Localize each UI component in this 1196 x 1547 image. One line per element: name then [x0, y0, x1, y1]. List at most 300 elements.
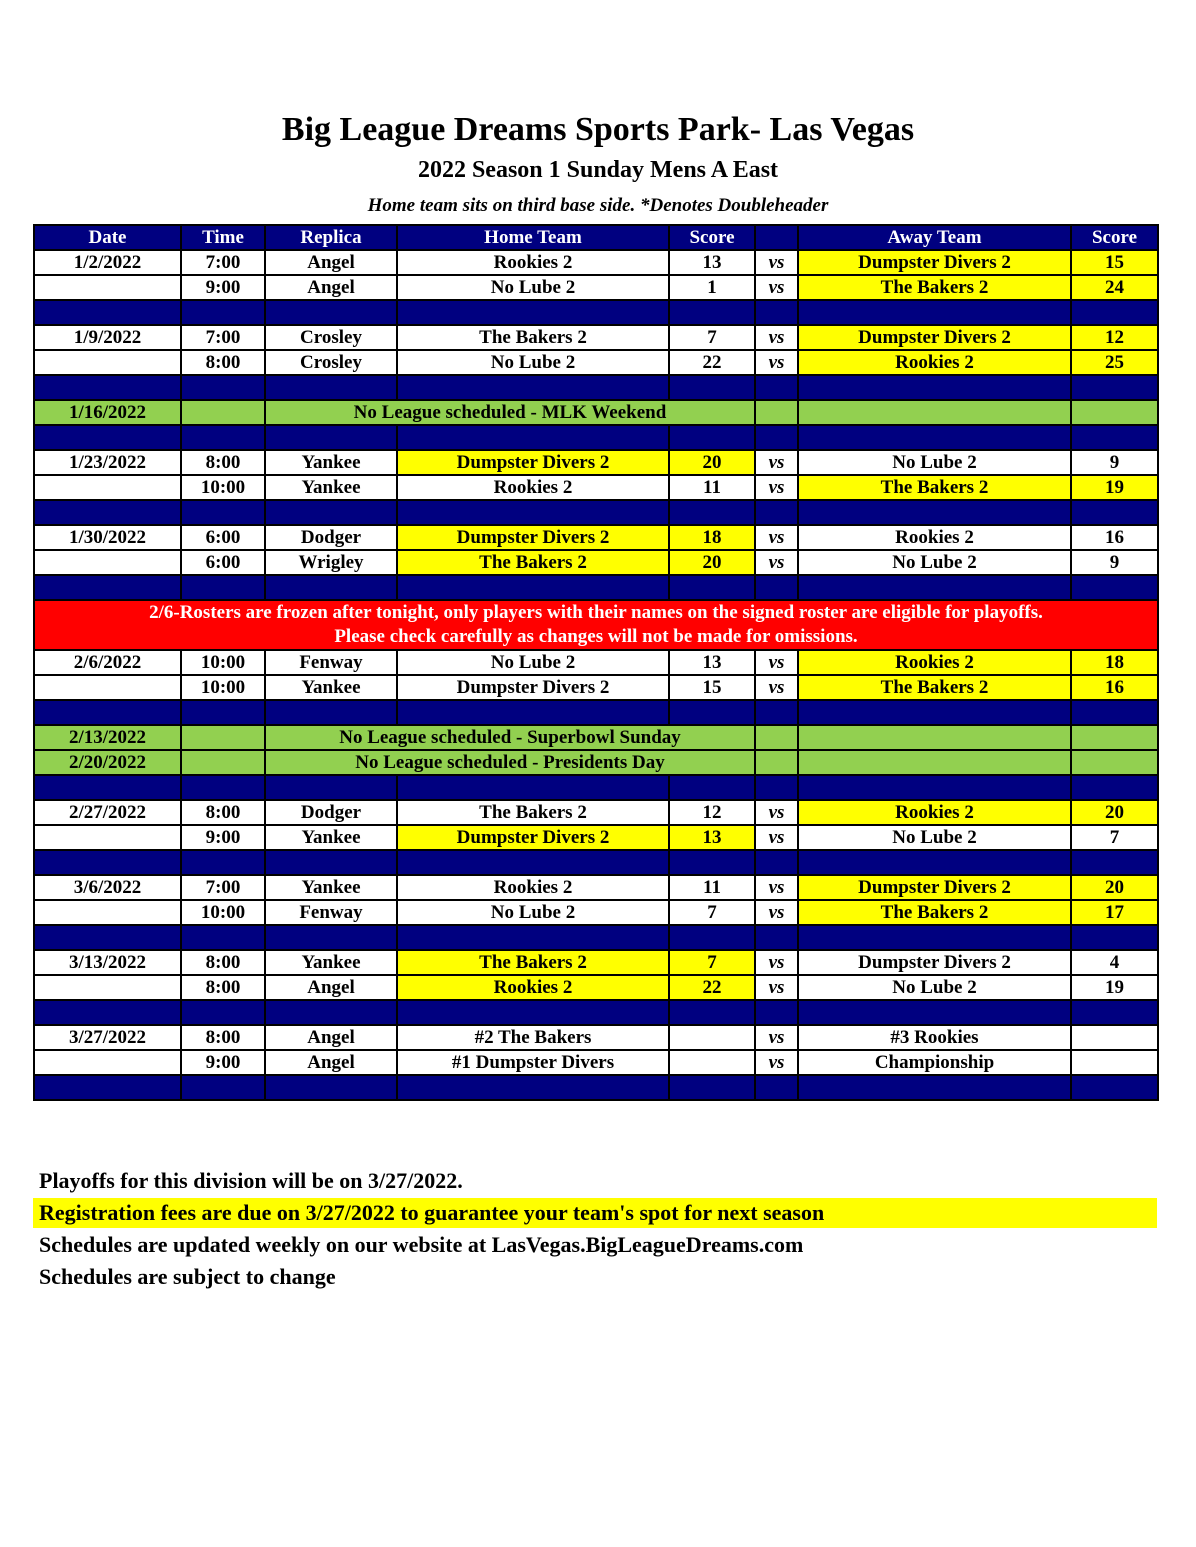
game-row [34, 950, 1158, 975]
home-team-cell: The Bakers 2 [397, 550, 669, 575]
spacer-cell [181, 500, 265, 525]
field-cell: Wrigley [265, 550, 397, 575]
home-team-cell: Dumpster Divers 2 [397, 525, 669, 550]
field-cell: Fenway [265, 900, 397, 925]
date-cell: 1/9/2022 [34, 325, 181, 350]
col-header-replica: Replica [265, 225, 397, 250]
page-subtitle: 2022 Season 1 Sunday Mens A East [417, 157, 779, 183]
date-cell: 2/27/2022 [34, 800, 181, 825]
vs-cell: vs [755, 800, 798, 825]
spacer-cell [798, 775, 1071, 800]
spacer-cell [397, 500, 669, 525]
spacer-row [34, 500, 1158, 525]
home-score-cell: 22 [669, 350, 755, 375]
away-team-cell: Rookies 2 [798, 350, 1071, 375]
spacer-cell [798, 300, 1071, 325]
spacer-cell [181, 925, 265, 950]
vs-cell: vs [755, 875, 798, 900]
vs-cell: vs [755, 975, 798, 1000]
time-cell: 10:00 [181, 650, 265, 675]
time-cell [181, 750, 265, 775]
page-title: Big League Dreams Sports Park- Las Vegas [281, 111, 915, 148]
home-score-cell: 18 [669, 525, 755, 550]
vs-cell: vs [755, 1050, 798, 1075]
spacer-cell [265, 375, 397, 400]
time-cell [181, 725, 265, 750]
spacer-cell [34, 575, 181, 600]
vs-cell: vs [755, 350, 798, 375]
away-score-cell: 9 [1071, 450, 1158, 475]
home-team-cell: Rookies 2 [397, 250, 669, 275]
spacer-row [34, 375, 1158, 400]
away-score-cell: 19 [1071, 475, 1158, 500]
home-team-cell: No Lube 2 [397, 275, 669, 300]
field-cell: Angel [265, 1050, 397, 1075]
away-score-cell: 25 [1071, 350, 1158, 375]
away-score-cell [1071, 725, 1158, 750]
spacer-cell [755, 500, 798, 525]
spacer-cell [34, 775, 181, 800]
spacer-cell [181, 775, 265, 800]
home-team-cell: Rookies 2 [397, 875, 669, 900]
spacer-cell [34, 300, 181, 325]
game-row [34, 350, 1158, 375]
field-cell: Yankee [265, 450, 397, 475]
spacer-cell [669, 850, 755, 875]
away-score-cell: 9 [1071, 550, 1158, 575]
spacer-cell [265, 1075, 397, 1100]
home-score-cell: 22 [669, 975, 755, 1000]
col-header-home-score: Score [669, 225, 755, 250]
game-row [34, 450, 1158, 475]
time-cell: 7:00 [181, 325, 265, 350]
date-cell [34, 350, 181, 375]
time-cell: 7:00 [181, 250, 265, 275]
field-cell: Yankee [265, 950, 397, 975]
no-league-row [34, 725, 1158, 750]
spacer-cell [669, 1000, 755, 1025]
home-team-cell: #1 Dumpster Divers [397, 1050, 669, 1075]
time-cell: 8:00 [181, 950, 265, 975]
date-cell [34, 975, 181, 1000]
spacer-cell [265, 500, 397, 525]
home-team-cell: No Lube 2 [397, 900, 669, 925]
no-league-text: No League scheduled - Presidents Day [265, 750, 755, 775]
away-team-cell: Rookies 2 [798, 650, 1071, 675]
home-team-cell: The Bakers 2 [397, 325, 669, 350]
away-team-cell: No Lube 2 [798, 450, 1071, 475]
spacer-cell [798, 1000, 1071, 1025]
time-cell: 7:00 [181, 875, 265, 900]
col-header-away-score: Score [1071, 225, 1158, 250]
game-row [34, 825, 1158, 850]
game-row [34, 675, 1158, 700]
spacer-cell [1071, 1075, 1158, 1100]
spacer-cell [755, 375, 798, 400]
away-score-cell: 17 [1071, 900, 1158, 925]
date-cell: 2/20/2022 [34, 750, 181, 775]
spacer-cell [798, 1075, 1071, 1100]
game-row [34, 275, 1158, 300]
website-note: Schedules are updated weekly on our website at LasVegas.BigLeagueDreams.com [39, 1232, 804, 1257]
spacer-cell [798, 700, 1071, 725]
away-team-cell [798, 750, 1071, 775]
time-cell: 10:00 [181, 675, 265, 700]
field-cell: Dodger [265, 800, 397, 825]
time-cell [181, 400, 265, 425]
col-header-away-team: Away Team [798, 225, 1071, 250]
game-row [34, 475, 1158, 500]
spacer-cell [755, 925, 798, 950]
vs-cell: vs [755, 525, 798, 550]
away-team-cell: Dumpster Divers 2 [798, 875, 1071, 900]
spacer-cell [397, 300, 669, 325]
date-cell: 1/30/2022 [34, 525, 181, 550]
away-score-cell [1071, 750, 1158, 775]
spacer-cell [1071, 500, 1158, 525]
game-row [34, 1050, 1158, 1075]
time-cell: 8:00 [181, 350, 265, 375]
spacer-row [34, 925, 1158, 950]
spacer-cell [397, 1075, 669, 1100]
spacer-cell [755, 575, 798, 600]
spacer-row [34, 425, 1158, 450]
game-row [34, 650, 1158, 675]
spacer-row [34, 300, 1158, 325]
home-score-cell [669, 1025, 755, 1050]
field-cell: Yankee [265, 475, 397, 500]
spacer-cell [669, 700, 755, 725]
spacer-cell [669, 375, 755, 400]
spacer-row [34, 700, 1158, 725]
game-row [34, 550, 1158, 575]
home-score-cell: 7 [669, 950, 755, 975]
game-row [34, 900, 1158, 925]
away-team-cell: #3 Rookies [798, 1025, 1071, 1050]
vs-cell: vs [755, 950, 798, 975]
spacer-cell [669, 775, 755, 800]
date-cell [34, 825, 181, 850]
date-cell: 3/6/2022 [34, 875, 181, 900]
home-team-note: Home team sits on third base side. *Denotes Doubleheader [367, 195, 829, 216]
away-score-cell: 18 [1071, 650, 1158, 675]
date-cell: 3/13/2022 [34, 950, 181, 975]
spacer-cell [34, 1000, 181, 1025]
away-team-cell: Rookies 2 [798, 800, 1071, 825]
spacer-cell [181, 1075, 265, 1100]
date-cell: 2/13/2022 [34, 725, 181, 750]
spacer-cell [669, 300, 755, 325]
spacer-cell [1071, 700, 1158, 725]
spacer-cell [755, 1075, 798, 1100]
spacer-cell [34, 500, 181, 525]
spacer-cell [265, 575, 397, 600]
home-score-cell: 7 [669, 900, 755, 925]
spacer-cell [34, 925, 181, 950]
spacer-cell [265, 925, 397, 950]
game-row [34, 1025, 1158, 1050]
game-row [34, 875, 1158, 900]
no-league-row [34, 750, 1158, 775]
date-cell [34, 275, 181, 300]
vs-cell: vs [755, 900, 798, 925]
home-team-cell: Rookies 2 [397, 475, 669, 500]
vs-cell: vs [755, 250, 798, 275]
schedule-body [34, 250, 1158, 1100]
spacer-cell [397, 925, 669, 950]
home-team-cell: The Bakers 2 [397, 800, 669, 825]
spacer-cell [181, 850, 265, 875]
time-cell: 10:00 [181, 900, 265, 925]
away-team-cell: Dumpster Divers 2 [798, 950, 1071, 975]
home-team-cell: Dumpster Divers 2 [397, 675, 669, 700]
game-row [34, 525, 1158, 550]
vs-cell: vs [755, 275, 798, 300]
spacer-cell [755, 700, 798, 725]
vs-cell: vs [755, 550, 798, 575]
spacer-cell [755, 1000, 798, 1025]
spacer-cell [34, 1075, 181, 1100]
home-score-cell: 20 [669, 550, 755, 575]
away-score-cell: 12 [1071, 325, 1158, 350]
field-cell: Angel [265, 275, 397, 300]
away-score-cell: 15 [1071, 250, 1158, 275]
field-cell: Yankee [265, 675, 397, 700]
game-row [34, 800, 1158, 825]
home-score-cell: 13 [669, 650, 755, 675]
spacer-cell [798, 850, 1071, 875]
spacer-cell [1071, 925, 1158, 950]
field-cell: Crosley [265, 350, 397, 375]
date-cell: 1/16/2022 [34, 400, 181, 425]
date-cell: 1/23/2022 [34, 450, 181, 475]
spacer-cell [669, 1075, 755, 1100]
home-score-cell: 13 [669, 250, 755, 275]
spacer-cell [755, 425, 798, 450]
away-score-cell: 20 [1071, 875, 1158, 900]
away-team-cell: The Bakers 2 [798, 275, 1071, 300]
spacer-cell [397, 1000, 669, 1025]
col-header-home-team: Home Team [397, 225, 669, 250]
spacer-cell [34, 375, 181, 400]
spacer-row [34, 850, 1158, 875]
away-team-cell: Championship [798, 1050, 1071, 1075]
home-team-cell: #2 The Bakers [397, 1025, 669, 1050]
away-score-cell: 4 [1071, 950, 1158, 975]
registration-note: Registration fees are due on 3/27/2022 to guarantee your team's spot for next season [33, 1198, 1157, 1228]
home-score-cell: 20 [669, 450, 755, 475]
vs-cell: vs [755, 650, 798, 675]
vs-cell [755, 750, 798, 775]
spacer-cell [755, 850, 798, 875]
vs-cell: vs [755, 475, 798, 500]
home-team-cell: Dumpster Divers 2 [397, 825, 669, 850]
spacer-cell [1071, 300, 1158, 325]
date-cell [34, 475, 181, 500]
spacer-cell [1071, 375, 1158, 400]
date-cell: 3/27/2022 [34, 1025, 181, 1050]
spacer-row [34, 1075, 1158, 1100]
away-score-cell [1071, 1025, 1158, 1050]
spacer-cell [265, 850, 397, 875]
date-cell [34, 900, 181, 925]
game-row [34, 325, 1158, 350]
field-cell: Dodger [265, 525, 397, 550]
schedule-table [33, 224, 1159, 1101]
spacer-cell [755, 300, 798, 325]
home-score-cell: 12 [669, 800, 755, 825]
time-cell: 8:00 [181, 975, 265, 1000]
away-score-cell: 16 [1071, 675, 1158, 700]
spacer-cell [669, 425, 755, 450]
field-cell: Angel [265, 250, 397, 275]
no-league-text: No League scheduled - Superbowl Sunday [265, 725, 755, 750]
spacer-cell [181, 300, 265, 325]
home-score-cell: 15 [669, 675, 755, 700]
spacer-cell [397, 425, 669, 450]
away-score-cell [1071, 400, 1158, 425]
spacer-cell [181, 1000, 265, 1025]
spacer-cell [34, 700, 181, 725]
field-cell: Angel [265, 975, 397, 1000]
home-score-cell: 11 [669, 875, 755, 900]
away-team-cell: Dumpster Divers 2 [798, 250, 1071, 275]
away-team-cell: No Lube 2 [798, 550, 1071, 575]
vs-cell: vs [755, 450, 798, 475]
spacer-cell [1071, 1000, 1158, 1025]
away-team-cell: Rookies 2 [798, 525, 1071, 550]
game-row [34, 975, 1158, 1000]
field-cell: Yankee [265, 875, 397, 900]
spacer-cell [181, 375, 265, 400]
notice-line-2: Please check carefully as changes will not be made for omissions. [334, 626, 858, 647]
away-score-cell: 16 [1071, 525, 1158, 550]
vs-cell: vs [755, 325, 798, 350]
playoffs-note: Playoffs for this division will be on 3/27/2022. [39, 1168, 463, 1193]
home-team-cell: No Lube 2 [397, 350, 669, 375]
away-team-cell: No Lube 2 [798, 975, 1071, 1000]
no-league-row [34, 400, 1158, 425]
spacer-row [34, 1000, 1158, 1025]
vs-cell: vs [755, 675, 798, 700]
col-header-vs [755, 225, 798, 250]
no-league-text: No League scheduled - MLK Weekend [265, 400, 755, 425]
col-header-date: Date [34, 225, 181, 250]
away-team-cell: The Bakers 2 [798, 475, 1071, 500]
vs-cell [755, 725, 798, 750]
subject-to-change-note: Schedules are subject to change [39, 1264, 336, 1289]
spacer-cell [669, 575, 755, 600]
spacer-cell [265, 700, 397, 725]
spacer-cell [397, 850, 669, 875]
spacer-cell [1071, 850, 1158, 875]
date-cell: 2/6/2022 [34, 650, 181, 675]
spacer-cell [34, 425, 181, 450]
time-cell: 10:00 [181, 475, 265, 500]
spacer-cell [1071, 575, 1158, 600]
spacer-cell [669, 500, 755, 525]
time-cell: 8:00 [181, 1025, 265, 1050]
time-cell: 6:00 [181, 550, 265, 575]
spacer-cell [1071, 425, 1158, 450]
time-cell: 6:00 [181, 525, 265, 550]
date-cell [34, 1050, 181, 1075]
col-header-time: Time [181, 225, 265, 250]
date-cell: 1/2/2022 [34, 250, 181, 275]
roster-freeze-notice [34, 600, 1158, 650]
spacer-cell [798, 925, 1071, 950]
away-score-cell: 24 [1071, 275, 1158, 300]
vs-cell: vs [755, 1025, 798, 1050]
spacer-cell [181, 700, 265, 725]
spacer-cell [34, 850, 181, 875]
away-score-cell: 19 [1071, 975, 1158, 1000]
spacer-cell [397, 575, 669, 600]
away-team-cell [798, 725, 1071, 750]
away-team-cell [798, 400, 1071, 425]
home-score-cell: 11 [669, 475, 755, 500]
game-row [34, 250, 1158, 275]
spacer-cell [181, 575, 265, 600]
home-team-cell: The Bakers 2 [397, 950, 669, 975]
away-team-cell: The Bakers 2 [798, 675, 1071, 700]
home-score-cell [669, 1050, 755, 1075]
home-score-cell: 7 [669, 325, 755, 350]
notice-line-1: 2/6-Rosters are frozen after tonight, only players with their names on the signed roster are eligible for playoffs. [149, 602, 1043, 623]
spacer-cell [397, 775, 669, 800]
time-cell: 9:00 [181, 1050, 265, 1075]
spacer-cell [798, 375, 1071, 400]
spacer-row [34, 575, 1158, 600]
spacer-cell [1071, 775, 1158, 800]
away-team-cell: The Bakers 2 [798, 900, 1071, 925]
vs-cell [755, 400, 798, 425]
date-cell [34, 550, 181, 575]
home-team-cell: Rookies 2 [397, 975, 669, 1000]
away-team-cell: No Lube 2 [798, 825, 1071, 850]
home-team-cell: No Lube 2 [397, 650, 669, 675]
notice-cell [34, 600, 1158, 650]
field-cell: Crosley [265, 325, 397, 350]
time-cell: 9:00 [181, 825, 265, 850]
field-cell: Yankee [265, 825, 397, 850]
spacer-cell [265, 775, 397, 800]
spacer-cell [265, 425, 397, 450]
time-cell: 9:00 [181, 275, 265, 300]
date-cell [34, 675, 181, 700]
time-cell: 8:00 [181, 450, 265, 475]
spacer-cell [397, 375, 669, 400]
spacer-cell [669, 925, 755, 950]
home-team-cell: Dumpster Divers 2 [397, 450, 669, 475]
away-score-cell: 7 [1071, 825, 1158, 850]
spacer-cell [397, 700, 669, 725]
spacer-cell [798, 500, 1071, 525]
spacer-cell [181, 425, 265, 450]
spacer-row [34, 775, 1158, 800]
field-cell: Angel [265, 1025, 397, 1050]
spacer-cell [798, 575, 1071, 600]
time-cell: 8:00 [181, 800, 265, 825]
spacer-cell [798, 425, 1071, 450]
vs-cell: vs [755, 825, 798, 850]
away-score-cell: 20 [1071, 800, 1158, 825]
home-score-cell: 13 [669, 825, 755, 850]
field-cell: Fenway [265, 650, 397, 675]
spacer-cell [265, 300, 397, 325]
away-score-cell [1071, 1050, 1158, 1075]
spacer-cell [265, 1000, 397, 1025]
